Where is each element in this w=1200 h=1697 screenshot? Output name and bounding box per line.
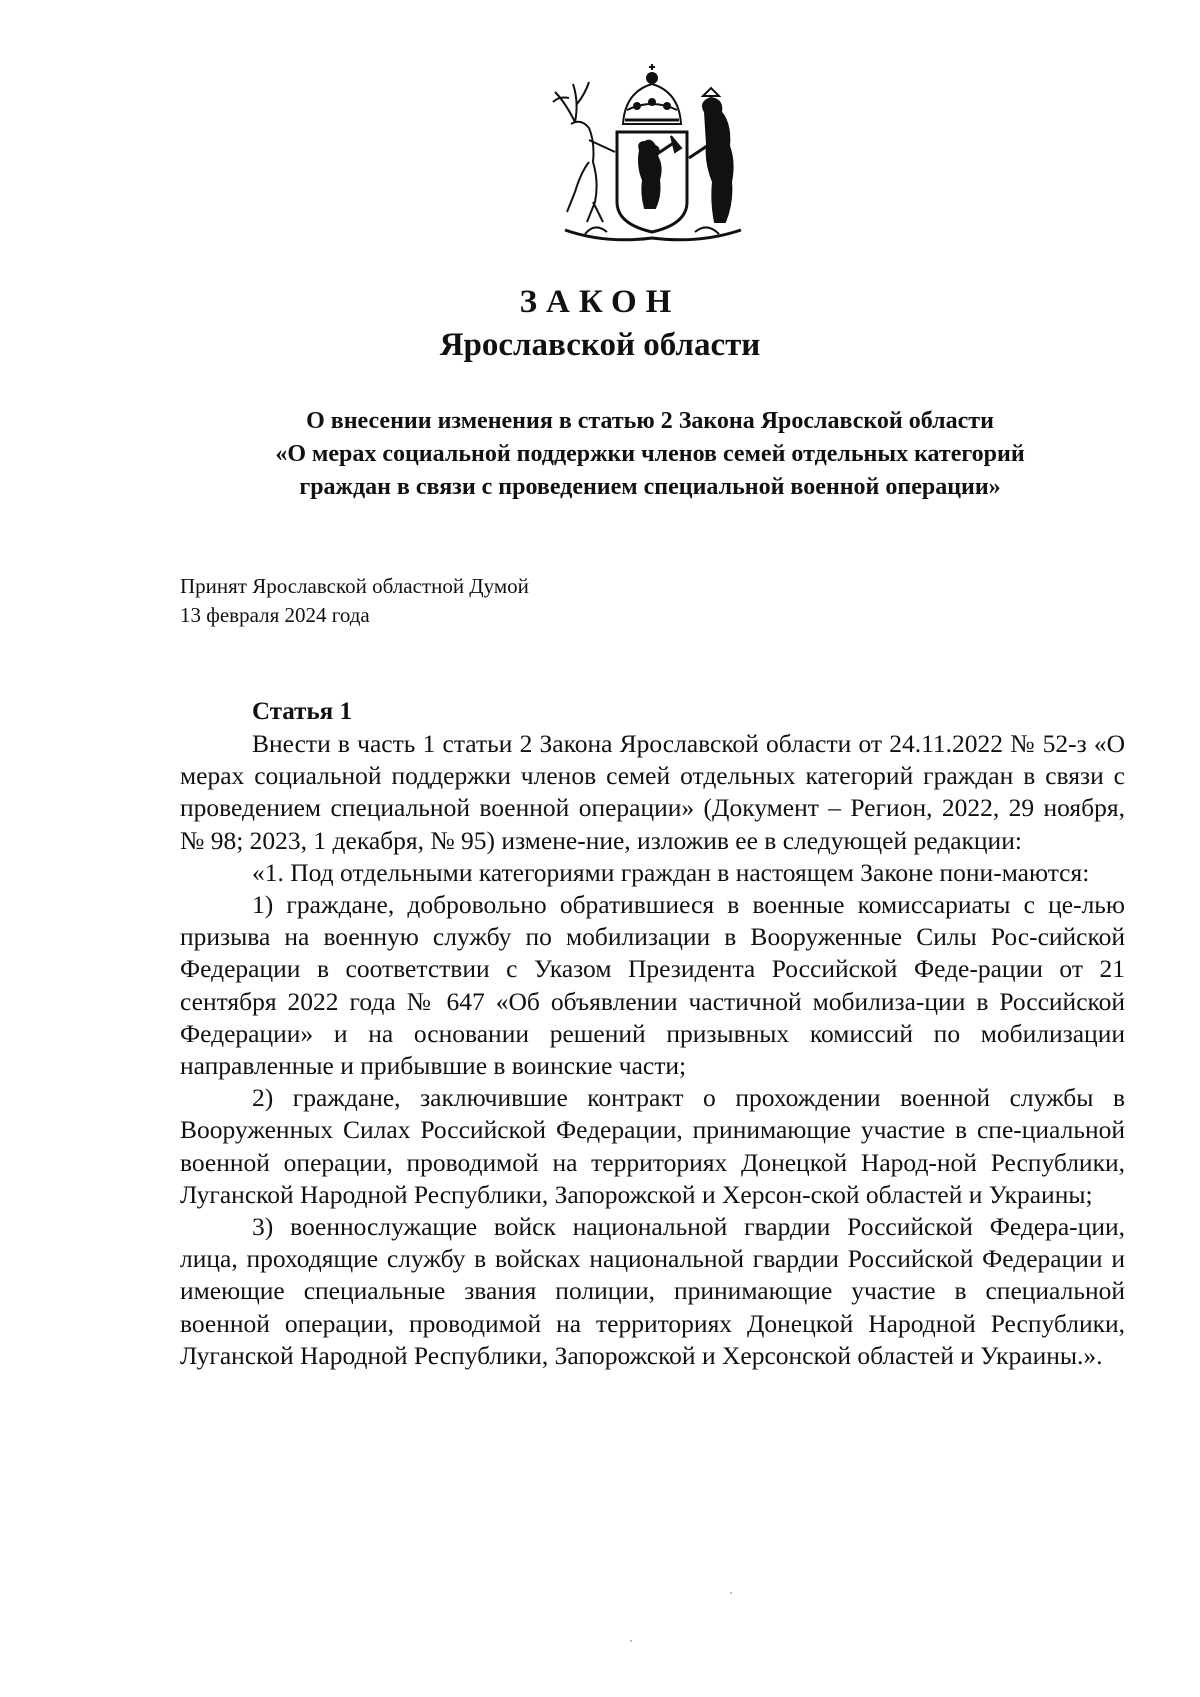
law-heading (180, 405, 1120, 504)
paragraph: 2) граждане, заключившие контракт о прохождении военной службы в Вооруженных Силах Российской Федерации, принимающие участие в спе-циальной военной операции, проводимой на территориях Донецкой Народ-ной Республики, Луганской Народной Республики, Запорожской и Херсон-ской областей и Украины; (180, 1083, 1125, 1209)
article-body (180, 728, 1125, 1372)
coat-of-arms-icon (545, 62, 760, 247)
adoption-date: 13 февраля 2024 года (180, 603, 370, 627)
paragraph: «1. Под отдельными категориями граждан в настоящем Законе пони-маются: (252, 857, 1090, 887)
paragraph: 1) граждане, добровольно обратившиеся в военные комиссариаты с це-лью призыва на военную службу по мобилизации в Вооруженные Силы Рос-сийской Федерации в соответствии с Указом Президента Российской Феде-рации от 21 сентября 2022 года № 647 «Об объявлении частичной мобилиза-ции в Российской Федерации» и на основании решений призывных комиссий по мобилизации направленные и прибывшие в воинские части; (180, 890, 1125, 1081)
paragraph: 3) военнослужащие войск национальной гвардии Российской Федера-ции, лица, проходящие службу в войсках национальной гвардии Российской Федерации и имеющие специальные звания полиции, принимающие участие в специальной военной операции, проводимой на территориях Донецкой Народной Республики, Луганской Народной Республики, Запорожской и Херсонской областей и Украины.». (180, 1212, 1125, 1370)
law-heading-line: О внесении изменения в статью 2 Закона Ярославской области (306, 408, 994, 434)
adoption-note (180, 572, 529, 630)
document-subtitle: Ярославской области (439, 327, 761, 363)
law-heading-line: «О мерах социальной поддержки членов семей отдельных категорий (275, 441, 1025, 467)
document-title: ЗАКОН (519, 284, 681, 320)
scan-speck (730, 1592, 732, 1594)
adoption-body: Принят Ярославской областной Думой (180, 574, 529, 598)
law-heading-line: граждан в связи с проведением специальной военной операции» (299, 474, 1001, 500)
scan-speck (630, 1640, 632, 1642)
paragraph: Внести в часть 1 статьи 2 Закона Ярославской области от 24.11.2022 № 52-з «О мерах социальной поддержки членов семей отдельных категорий граждан в связи с проведением специальной военной операции» (Документ – Регион, 2022, 29 ноября, № 98; 2023, 1 декабря, № 95) измене-ние, изложив ее в следующей редакции: (180, 729, 1125, 855)
article-title: Статья 1 (252, 698, 352, 725)
